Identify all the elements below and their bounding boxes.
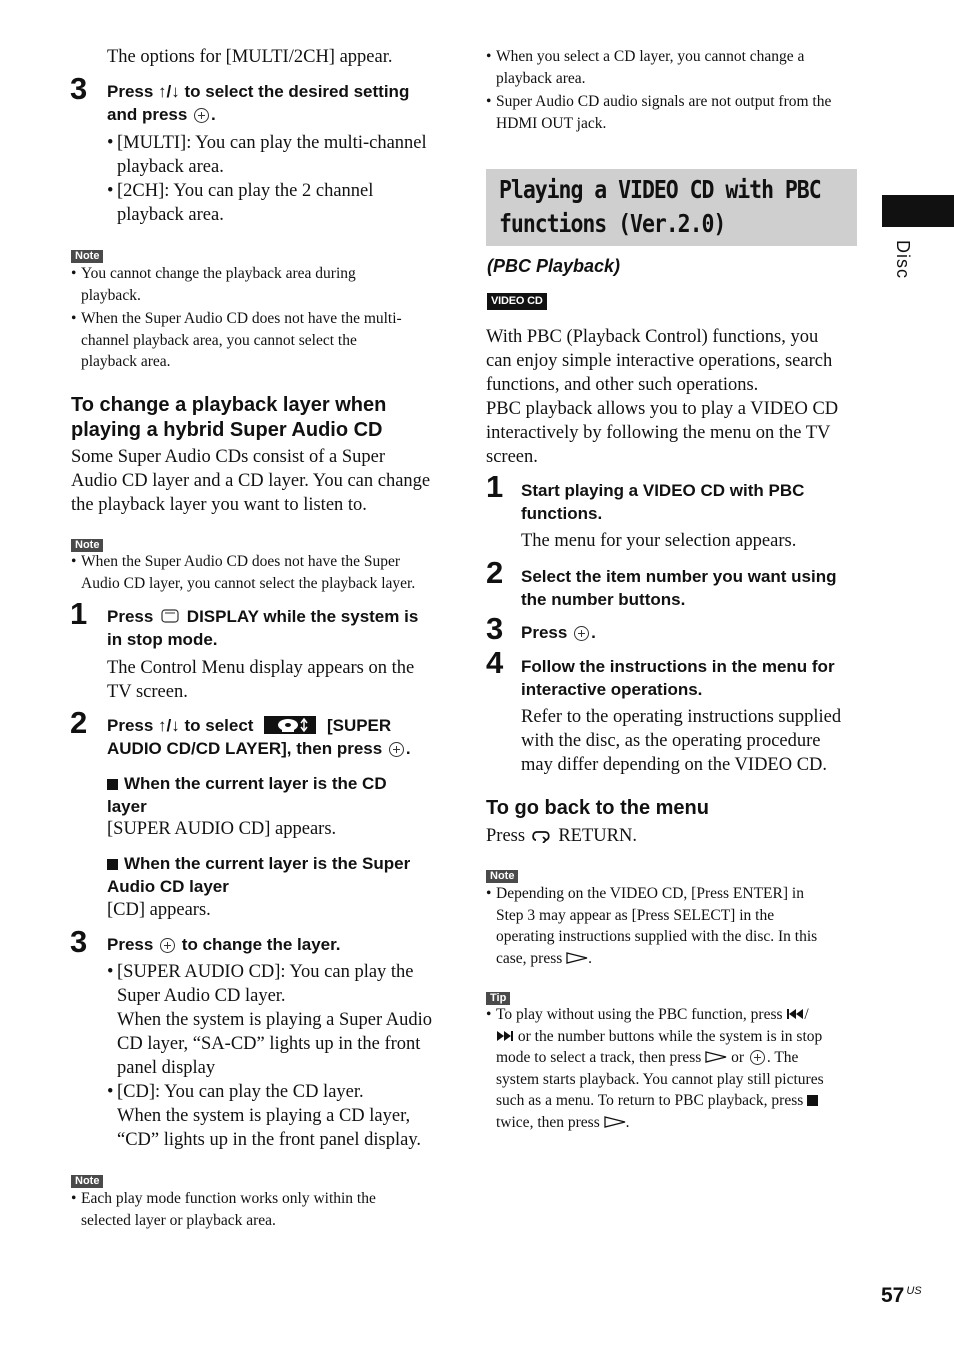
section-paragraph	[71, 445, 451, 517]
step-heading-line: Press ↑/↓ to select the desired setting	[107, 82, 410, 101]
stop-icon	[807, 1095, 818, 1106]
note-line: playback.	[81, 286, 141, 304]
step-body-line: may differ depending on the VIDEO CD.	[521, 755, 828, 775]
subcase-heading-text: When the current layer is the CD	[124, 774, 387, 793]
list-item-line: When the system is playing a CD layer,	[117, 1106, 411, 1126]
note-item	[71, 1188, 451, 1231]
list-item-line: playback area.	[117, 157, 224, 177]
tip-line: twice, then press .	[496, 1113, 630, 1131]
paragraph-line: With PBC (Playback Control) functions, you	[486, 327, 819, 347]
tip-line: • To play without using the PBC function, press /	[496, 1006, 809, 1023]
return-icon	[530, 827, 554, 843]
tip-line-text: or	[731, 1049, 744, 1066]
step-heading-text: Press	[107, 935, 154, 954]
step-heading-line: the number buttons.	[521, 590, 686, 609]
note-line: • You cannot change the playback area during	[81, 265, 356, 282]
tip-line-text: . The	[766, 1049, 799, 1066]
paragraph-line: functions, and other such operations.	[486, 375, 759, 395]
note-item	[486, 91, 866, 134]
step-heading	[521, 479, 861, 525]
subcase-heading	[107, 852, 447, 898]
page-title-line: Playing a VIDEO CD with PBC	[499, 175, 821, 204]
note-line: channel playback area, you cannot select the	[81, 331, 357, 349]
step-heading-line: interactive operations.	[521, 680, 703, 699]
step-heading	[521, 565, 866, 611]
step-heading-line: Follow the instructions in the menu for	[521, 657, 835, 676]
step-heading	[521, 655, 866, 701]
step-heading-line: Select the item number you want using	[521, 567, 837, 586]
step-heading-text: .	[211, 105, 216, 124]
tip-line: system starts playback. You cannot play still pictures	[496, 1070, 824, 1088]
top-notes	[486, 46, 866, 134]
note-item	[486, 46, 866, 89]
step-heading-line	[107, 605, 447, 628]
note-item	[71, 551, 451, 594]
section-heading	[71, 393, 451, 443]
step-heading-text: Press	[521, 623, 568, 642]
tip-list	[486, 1004, 861, 1133]
tip-line-text: such as a menu. To return to PBC playback, press	[496, 1092, 804, 1109]
page-title-line: functions (Ver.2.0)	[499, 209, 726, 238]
subcase-body: [CD] appears.	[107, 900, 211, 920]
step-heading-text: .	[405, 739, 411, 758]
back-heading: To go back to the menu	[486, 797, 709, 819]
note-badge-label: Note	[486, 870, 518, 883]
note-line: selected layer or playback area.	[81, 1211, 276, 1229]
subcase-heading-line	[107, 852, 447, 875]
note-line-text: case, press	[496, 949, 563, 967]
list-item-line: CD layer, “SA-CD” lights up in the front	[117, 1034, 421, 1054]
back-text-part: RETURN.	[558, 826, 637, 846]
step-body-line: with the disc, as the operating procedure	[521, 731, 821, 751]
paragraph-line: interactively by following the menu on the TV	[486, 423, 831, 443]
step-number: 1	[70, 596, 88, 631]
step-body-line: TV screen.	[107, 682, 188, 702]
note-line: • When the Super Audio CD does not have the Super	[81, 553, 400, 570]
step-heading-line: in stop mode.	[107, 630, 218, 649]
step-number: 3	[70, 71, 88, 106]
play-icon	[566, 952, 588, 964]
enter-button-icon	[194, 108, 209, 123]
step-number: 1	[486, 469, 504, 504]
step-body-line: The Control Menu display appears on the	[107, 658, 415, 678]
step-heading-line	[107, 737, 447, 760]
note-line: • Depending on the VIDEO CD, [Press ENTER] in	[496, 885, 804, 902]
step-number: 4	[486, 645, 504, 680]
list-item-line: When the system is playing a Super Audio	[117, 1010, 432, 1030]
paragraph-line: the playback layer you want to listen to.	[71, 495, 367, 515]
step-heading-text: .	[591, 623, 596, 642]
video-cd-badge: VIDEO CD	[487, 293, 547, 310]
note-item	[486, 883, 861, 969]
enter-button-icon	[750, 1050, 765, 1065]
step-heading-line	[107, 714, 447, 737]
tip-item	[486, 1004, 861, 1133]
enter-button-icon	[389, 742, 404, 757]
step-heading	[107, 605, 447, 651]
page-number-suffix: US	[906, 1285, 922, 1297]
note-badge-label: Note	[71, 539, 103, 552]
next-icon	[496, 1030, 514, 1042]
list-item-line: “CD” lights up in the front panel display.	[117, 1130, 421, 1150]
super-audio-cd-layer-icon	[264, 716, 316, 734]
step-body	[107, 656, 447, 704]
list-item-line: • [MULTI]: You can play the multi-channel	[117, 133, 427, 153]
paragraph-line: screen.	[486, 447, 538, 467]
note-list	[71, 263, 451, 373]
note-line: playback area.	[81, 353, 171, 370]
intro-line: The options for [MULTI/2CH] appear.	[107, 47, 393, 67]
note-line: • Each play mode function works only within the	[81, 1190, 376, 1207]
note-line: operating instructions supplied with the disc. In this	[496, 928, 818, 945]
note-badge	[71, 1171, 103, 1189]
step-body: The menu for your selection appears.	[521, 531, 797, 551]
layer-list	[107, 960, 452, 1152]
tip-line-text: To play without using the PBC function, press	[496, 1006, 783, 1023]
step-heading-line: functions.	[521, 504, 603, 523]
square-bullet-icon	[107, 779, 118, 790]
side-tab-marker	[882, 195, 954, 227]
paragraph-line: PBC playback allows you to play a VIDEO CD	[486, 399, 839, 419]
note-badge	[486, 866, 518, 884]
step-number: 2	[70, 705, 88, 740]
note-line: case, press .	[496, 949, 593, 967]
play-icon	[705, 1051, 727, 1063]
note-line: Audio CD layer, you cannot select the playback layer.	[81, 574, 416, 592]
step-heading	[521, 621, 596, 644]
step-heading-text: AUDIO CD/CD LAYER], then press	[107, 739, 383, 758]
subcase-heading-line	[107, 772, 447, 795]
step-heading-text: to change the layer.	[181, 935, 341, 954]
section-title-box	[486, 169, 857, 246]
page-title	[499, 173, 821, 241]
step-heading-line	[107, 103, 447, 126]
list-item-line: • [2CH]: You can play the 2 channel	[117, 181, 374, 201]
note-badge-label: Note	[71, 250, 103, 263]
note-badge	[71, 246, 103, 264]
list-item	[107, 179, 447, 227]
step-heading	[107, 80, 447, 126]
tip-line	[496, 1090, 861, 1112]
intro-paragraph	[486, 325, 861, 469]
list-item-line: playback area.	[117, 205, 224, 225]
step-number: 3	[486, 611, 504, 646]
list-item-line: panel display	[117, 1058, 216, 1078]
section-heading-line: To change a playback layer when	[71, 394, 387, 416]
step-body-line: Refer to the operating instructions supplied	[521, 707, 842, 727]
tip-line	[496, 1047, 861, 1069]
note-line: • When the Super Audio CD does not have the multi-	[81, 310, 402, 327]
back-text	[486, 824, 637, 848]
play-icon	[604, 1116, 626, 1128]
list-item	[107, 1080, 452, 1152]
tip-line-text: or the number buttons while the system is in stop	[517, 1027, 823, 1045]
list-item-line: • [SUPER AUDIO CD]: You can play the	[117, 962, 414, 982]
step-heading-text: and press	[107, 105, 188, 124]
paragraph-line: Audio CD layer and a CD layer. You can change	[71, 471, 431, 491]
enter-button-icon	[160, 938, 175, 953]
step-heading-text: [SUPER	[326, 716, 392, 735]
step-body	[521, 705, 866, 777]
page-number	[881, 1284, 922, 1308]
settings-list	[107, 131, 447, 227]
list-item	[107, 960, 452, 1080]
list-item	[107, 131, 447, 179]
back-text-part: Press	[486, 826, 526, 846]
note-list	[71, 1188, 451, 1231]
tip-line-text: mode to select a track, then press	[496, 1049, 702, 1066]
step-heading	[107, 714, 447, 760]
display-button-icon	[161, 609, 179, 623]
paragraph-line: can enjoy simple interactive operations, search	[486, 351, 833, 371]
subtitle: (PBC Playback)	[487, 256, 621, 276]
note-item	[71, 308, 451, 373]
note-line: • When you select a CD layer, you cannot change a	[496, 48, 805, 65]
paragraph-line: Some Super Audio CDs consist of a Super	[71, 447, 385, 467]
subcase-heading-line: Audio CD layer	[107, 877, 229, 896]
section-heading-line: playing a hybrid Super Audio CD	[71, 419, 383, 441]
list-item-line: • [CD]: You can play the CD layer.	[117, 1082, 364, 1102]
note-badge-label: Note	[71, 1175, 103, 1188]
tip-line	[496, 1026, 861, 1048]
page-number-value: 57	[881, 1284, 905, 1307]
subcase-heading-line: layer	[107, 797, 147, 816]
previous-icon	[786, 1008, 804, 1020]
square-bullet-icon	[107, 859, 118, 870]
enter-button-icon	[574, 626, 589, 641]
note-line: HDMI OUT jack.	[496, 114, 607, 132]
subcase-heading	[107, 772, 447, 818]
step-number: 2	[486, 555, 504, 590]
tip-badge-label: Tip	[486, 992, 510, 1005]
step-heading	[107, 933, 447, 956]
note-line: • Super Audio CD audio signals are not output from the	[496, 93, 832, 110]
step-heading-line: Start playing a VIDEO CD with PBC	[521, 481, 805, 500]
subcase-body: [SUPER AUDIO CD] appears.	[107, 819, 337, 839]
subcase-heading-text: When the current layer is the Super	[124, 854, 411, 873]
note-list	[71, 551, 451, 594]
note-line: Step 3 may appear as [Press SELECT] in the	[496, 906, 775, 924]
note-list	[486, 883, 861, 969]
list-item-line: Super Audio CD layer.	[117, 986, 286, 1006]
side-tab-label: Disc	[893, 240, 913, 279]
note-item	[71, 263, 451, 306]
tip-line-text: twice, then press	[496, 1113, 600, 1131]
step-number: 3	[70, 924, 88, 959]
note-line: playback area.	[496, 69, 586, 87]
step-heading-text: Press	[107, 607, 154, 626]
step-heading-text: Press ↑/↓ to select	[107, 716, 254, 735]
step-heading-text: DISPLAY while the system is	[186, 607, 419, 626]
